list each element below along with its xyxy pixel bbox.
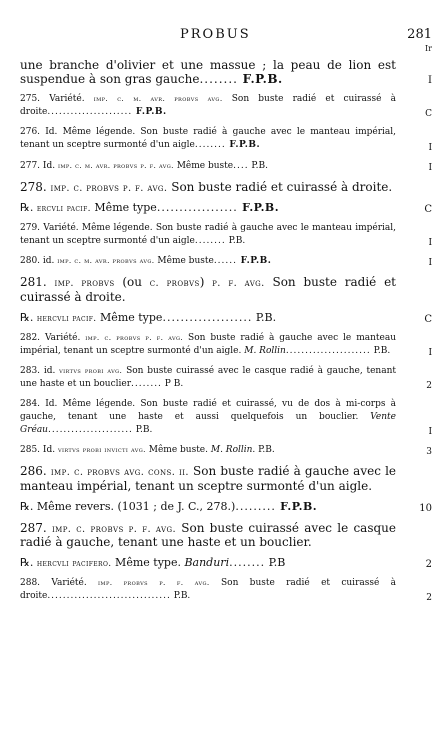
entry-text: Son buste radié et cuirassé à droite <box>20 94 396 118</box>
entry-text: Banduri <box>184 556 230 570</box>
legend-text: imp. c. m. avr. probvs p. f. avg. <box>57 160 174 170</box>
legend-text: p. f. avg. <box>212 278 265 290</box>
entry-text: Son buste radié à gauche avec le manteau impérial, tenant un sceptre surmonté d'un aigle. <box>20 333 396 357</box>
entry-text: ℞. Même revers. (1031 ; de J. C., 278.) <box>20 500 236 514</box>
entry-text: 288. Variété. <box>20 578 99 589</box>
entry-description <box>20 332 396 358</box>
entry-text: Son buste radié et cuirassé à droite. <box>20 275 396 304</box>
catalogue-entry <box>20 556 446 570</box>
entry-text: Son buste cuirassé avec le casque radié à gauche, tenant une haste et un bouclier. <box>20 520 396 550</box>
module-label: F.P.B. <box>236 256 272 267</box>
entry-text: 284. Id. Même légende. Son buste radié et cuirassé, vu de dos à mi-corps à gauche, tenant une haste et aussi quelquefois un bouclier. <box>20 399 396 423</box>
entry-text: P.B. <box>255 445 275 456</box>
entry-text: Vente Gréau <box>20 412 396 436</box>
entry-text: ...................... <box>47 107 133 118</box>
entry-text: une branche d'olivier et une massue ; la peau de lion est suspendue à son gras gauche <box>20 58 396 87</box>
entry-text: ...................... <box>285 346 371 357</box>
rarity-value: 2 <box>425 559 432 571</box>
rarity-value: I <box>428 258 432 269</box>
catalogue-entry <box>20 126 446 152</box>
legend-text: hercvli pacifero. <box>36 559 112 570</box>
rarity-value: 2 <box>426 381 432 392</box>
catalogue-entry <box>20 577 446 603</box>
entry-text: P.B. <box>225 236 246 247</box>
entry-text: 283. id. <box>20 366 60 377</box>
catalogue-entry <box>20 500 446 513</box>
legend-text: imp. c. probvs p. f. avg. <box>51 523 177 535</box>
entry-description <box>20 255 396 268</box>
catalogue-entry <box>20 58 446 86</box>
entry-description <box>20 500 396 513</box>
entry-text: ℞. <box>20 311 37 325</box>
entry-text: 285. Id. <box>20 445 58 456</box>
entry-text: ........ <box>199 72 238 87</box>
entry-text: 287. <box>20 520 52 535</box>
entry-text: Son buste radié à gauche avec le manteau impérial, tenant un sceptre surmonté d'un aigle. <box>20 464 397 494</box>
legend-text: imp. c. probvs avg. cons. ii. <box>50 467 189 479</box>
entry-description <box>20 222 396 248</box>
rarity-value: 3 <box>426 447 432 458</box>
legend-text: hercvli pacif. <box>36 314 97 325</box>
signature-mark: Ir <box>425 44 432 53</box>
entry-text: ................................ <box>47 591 171 602</box>
entry-text: ) <box>199 275 213 290</box>
legend-text: imp. c. m. avr. probvs avg. <box>57 256 155 266</box>
entry-text: 286. <box>20 464 51 479</box>
entry-text: .... <box>233 160 249 171</box>
module-label: F.P.B. <box>237 72 283 87</box>
entry-text: P.B <box>265 556 286 570</box>
legend-text: virtvs probi invicti avg. <box>57 445 146 455</box>
catalogue-entry <box>20 332 446 358</box>
catalogue-entry <box>20 311 446 325</box>
catalogue-entry <box>20 201 446 215</box>
entry-text: 281. <box>20 275 55 290</box>
catalogue-entry <box>20 255 446 268</box>
entry-description <box>20 521 396 550</box>
entry-description <box>20 577 396 603</box>
entry-text: Même type. <box>111 556 185 570</box>
entry-text: Son buste radié et cuirassé à droite <box>20 578 396 602</box>
catalogue-entry <box>20 464 446 493</box>
entry-text: M. Rollin <box>244 346 286 357</box>
legend-text: imp. c. probvs p. f. avg. <box>85 333 184 343</box>
rarity-value: C <box>424 204 432 216</box>
entry-text: 278. <box>20 179 51 194</box>
rarity-value: I <box>428 162 432 173</box>
entry-text: Son buste radié et cuirassé à droite. <box>167 179 393 194</box>
entry-text: ........ <box>131 379 162 390</box>
entry-description <box>20 311 396 325</box>
entry-text: P.B. <box>248 160 268 171</box>
rarity-value: I <box>428 75 432 87</box>
entry-text: ......... <box>235 500 276 514</box>
entry-text: ...................... <box>47 425 133 436</box>
entry-description <box>20 180 396 195</box>
entry-description <box>20 126 396 152</box>
entry-text: 280. id. <box>20 256 58 267</box>
entry-text: Son buste cuirassé avec le casque radié à gauche, tenant une haste et un bouclier <box>20 366 397 390</box>
entry-text: ........ <box>194 140 226 151</box>
legend-text: c. probvs <box>149 278 200 290</box>
legend-text: imp. c. m. avr. probvs avg. <box>93 94 223 104</box>
catalogue-entry <box>20 398 446 437</box>
legend-text: imp. probvs p. f. avg. <box>98 578 210 588</box>
module-label: F.P.B. <box>132 107 167 118</box>
entry-text: Même type <box>90 201 157 215</box>
entry-text: 276. Id. Même légende. Son buste radié à gauche avec le manteau impérial, tenant un sceptre surmonté d'un aigle <box>20 127 396 151</box>
module-label: F.P.B. <box>225 140 261 151</box>
entry-description <box>20 160 396 173</box>
rarity-value: 2 <box>426 593 432 604</box>
entry-text: .................. <box>156 201 238 215</box>
entry-text: ...... <box>213 256 237 267</box>
page-number: 281 <box>407 27 432 42</box>
entry-text: Même type <box>96 311 163 325</box>
legend-text: virtvs probi avg. <box>59 366 123 376</box>
entry-text: P.B. <box>170 591 191 602</box>
rarity-value: I <box>428 142 432 153</box>
entry-text: 277. Id. <box>20 160 58 171</box>
page-header <box>0 27 446 53</box>
entry-description <box>20 556 396 570</box>
catalogue-entry <box>20 275 446 304</box>
catalogue-entry <box>20 222 446 248</box>
entry-text: .................... <box>162 311 253 325</box>
catalogue-entry <box>20 180 446 195</box>
legend-text: imp. probvs <box>54 278 115 290</box>
rarity-value: I <box>428 427 432 438</box>
entry-description <box>20 201 396 215</box>
catalogue-entry <box>20 521 446 550</box>
entry-text: ℞. <box>20 556 37 570</box>
entry-text: P B. <box>161 379 184 390</box>
entry-text: (ou <box>114 275 150 290</box>
entry-text: P.B. <box>370 346 391 357</box>
entry-description <box>20 464 396 493</box>
entry-text: Même buste <box>173 160 234 171</box>
module-label: F.P.B. <box>237 201 280 215</box>
rarity-value: I <box>428 238 432 249</box>
legend-text: ercvli pacif. <box>36 204 91 215</box>
entry-description <box>20 58 396 86</box>
entry-description <box>20 444 396 457</box>
running-title: PROBUS <box>180 27 251 42</box>
entry-text: 275. Variété. <box>20 94 94 105</box>
entry-text: P.B. <box>132 425 153 436</box>
entry-text: Même buste <box>154 256 214 267</box>
entry-text: ........ <box>229 556 266 570</box>
entry-description <box>20 398 396 437</box>
rarity-value: C <box>424 314 432 326</box>
rarity-value: I <box>428 348 432 359</box>
entry-text: 279. Variété. Même légende. Son buste radié à gauche avec le manteau impérial, tenant un sceptre surmonté d'un aigle <box>20 223 396 247</box>
module-label: F.P.B. <box>275 500 318 514</box>
entry-text: ........ <box>194 236 226 247</box>
entry-text: M. Rollin. <box>210 445 256 456</box>
catalogue-entry <box>20 365 446 391</box>
entry-text: Même buste. <box>145 445 211 456</box>
entry-text: 282. Variété. <box>20 333 86 344</box>
catalogue-entry <box>20 444 446 457</box>
rarity-value: C <box>425 109 432 120</box>
entry-description <box>20 365 396 391</box>
entry-description <box>20 93 396 119</box>
entry-text: P.B. <box>252 311 277 325</box>
entry-description <box>20 275 396 304</box>
coin-entries-list <box>20 58 446 610</box>
legend-text: imp. c. probvs p. f. avg. <box>50 182 168 194</box>
entry-text: ℞. <box>20 201 37 215</box>
catalogue-entry <box>20 93 446 119</box>
catalogue-entry <box>20 160 446 173</box>
rarity-value: 10 <box>419 502 432 514</box>
